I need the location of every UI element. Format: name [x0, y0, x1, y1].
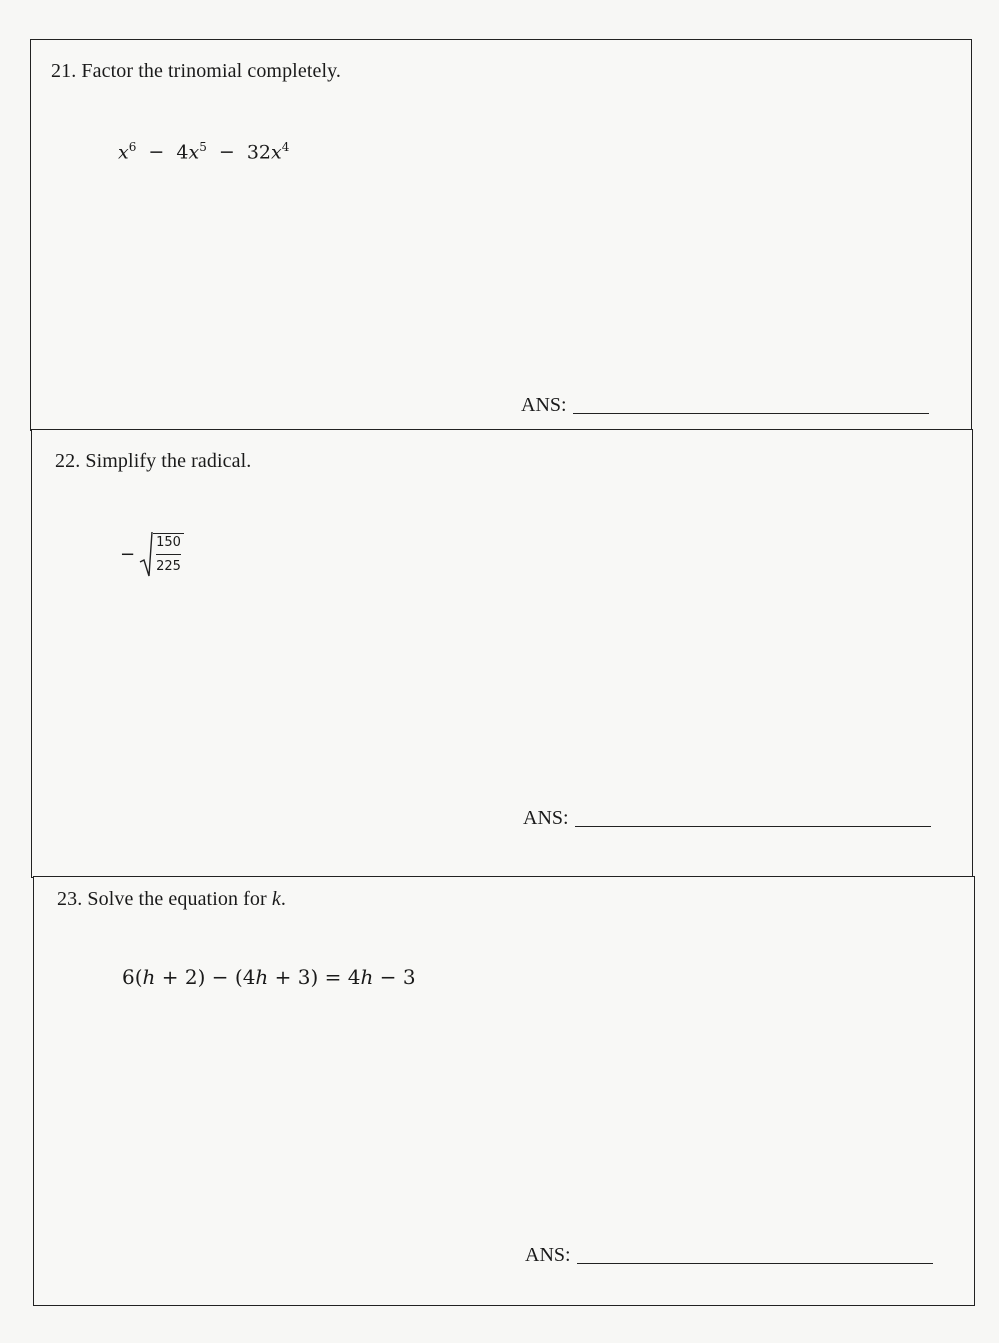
- term-coefficient: 32: [246, 141, 272, 164]
- ans-label: ANS:: [525, 1244, 571, 1266]
- fraction-bar: [156, 554, 181, 555]
- question-22-box: [31, 429, 973, 878]
- question-22-title: 22. Simplify the radical.: [55, 450, 252, 472]
- answer-line[interactable]: [573, 413, 929, 414]
- ans-label: ANS:: [521, 394, 567, 416]
- question-21-box: [30, 39, 972, 431]
- operator: −: [218, 141, 235, 164]
- term-exponent: 4: [281, 140, 290, 154]
- question-21-title: 21. Factor the trinomial completely.: [51, 60, 342, 82]
- numerator: 150: [156, 535, 181, 550]
- eq-part: + 3) = 4: [268, 965, 361, 989]
- ans-label: ANS:: [523, 807, 569, 829]
- question-21-answer-row: [521, 394, 929, 417]
- operator: −: [148, 141, 165, 164]
- term-exponent: 5: [199, 140, 207, 154]
- question-22-radical: [120, 530, 184, 578]
- title-period: .: [280, 888, 286, 910]
- radical-sign-icon: [139, 530, 153, 578]
- eq-part: − 3: [373, 965, 416, 989]
- question-21-expression: [118, 140, 289, 163]
- term-base: x: [118, 141, 129, 164]
- denominator: 225: [156, 559, 181, 574]
- question-22-answer-row: [523, 807, 931, 830]
- eq-variable: h: [142, 965, 156, 989]
- eq-part: 6(: [122, 965, 143, 989]
- answer-line[interactable]: [575, 826, 931, 827]
- term-base: x: [188, 141, 200, 164]
- question-23-equation: [122, 965, 416, 989]
- title-text: 23. Solve the equation for: [57, 888, 272, 910]
- eq-variable: h: [360, 965, 374, 989]
- eq-variable: h: [255, 965, 269, 989]
- question-23-answer-row: [525, 1244, 933, 1267]
- title-variable: k: [271, 888, 281, 910]
- eq-part: + 2) − (4: [155, 965, 256, 989]
- answer-line[interactable]: [577, 1263, 933, 1264]
- term-base: x: [271, 141, 282, 164]
- question-23-box: [33, 876, 975, 1306]
- question-23-title: [57, 888, 286, 911]
- negative-sign: −: [120, 543, 136, 565]
- term-coefficient: 4: [176, 141, 189, 164]
- radical-fraction: [153, 533, 184, 575]
- term-exponent: 6: [128, 140, 137, 154]
